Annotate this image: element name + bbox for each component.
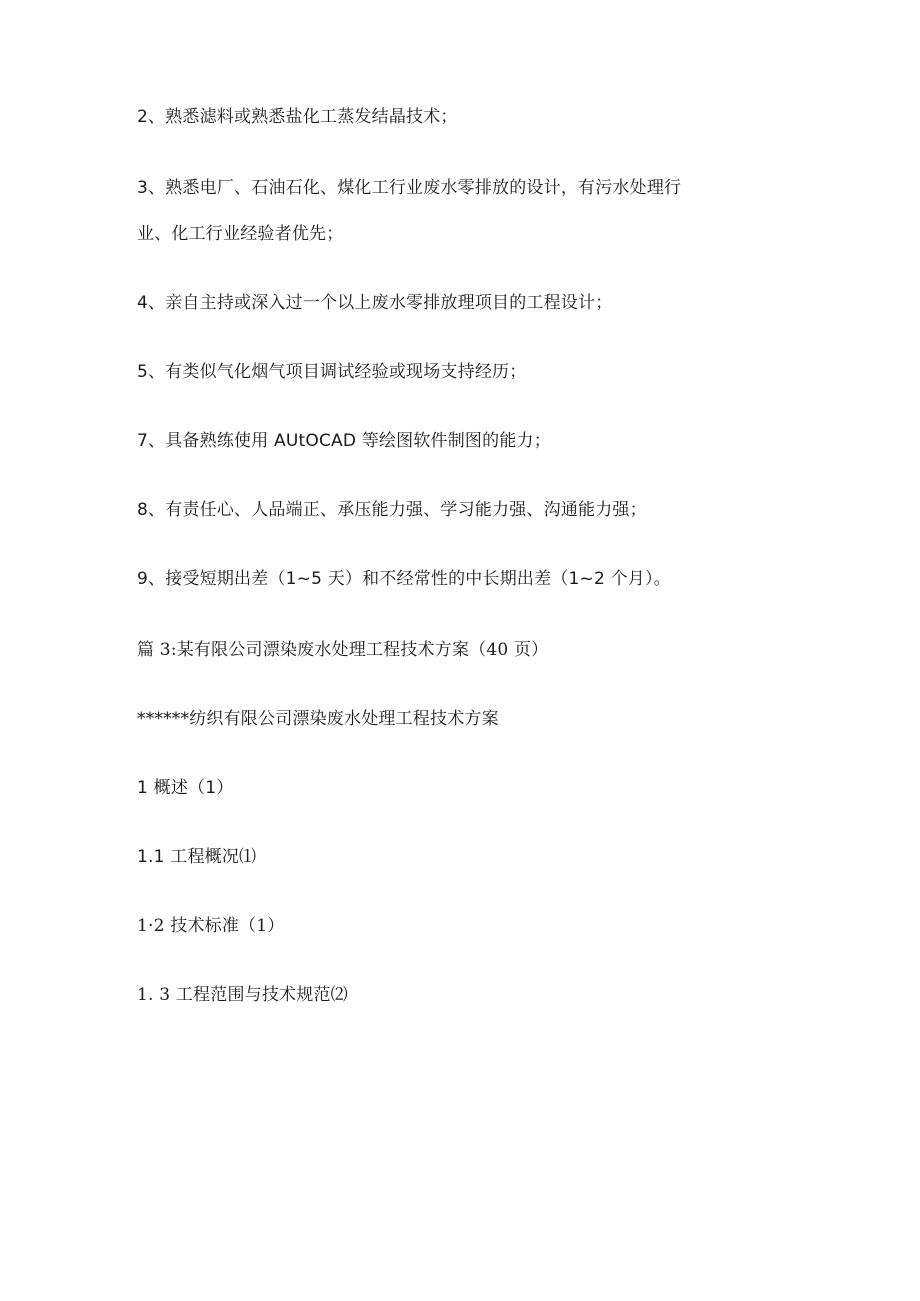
requirement-3: 3、熟悉电厂、石油石化、煤化工行业废水零排放的设计，有污水处理行 xyxy=(137,178,682,198)
requirement-4: 4、亲自主持或深入过一个以上废水零排放理项目的工程设计； xyxy=(137,293,613,313)
requirement-8: 8、有责任心、人品端正、承压能力强、学习能力强、沟通能力强； xyxy=(137,500,647,520)
toc-item-1-3: 1. 3 工程范围与技术规范⑵ xyxy=(137,985,348,1005)
toc-item-1-1: 1.1 工程概况⑴ xyxy=(137,847,257,867)
requirement-2: 2、熟悉滤料或熟悉盐化工蒸发结晶技术； xyxy=(137,107,458,127)
toc-item-1: 1 概述（1） xyxy=(137,778,234,798)
document-title: ******纺织有限公司漂染废水处理工程技术方案 xyxy=(137,709,499,729)
toc-item-1-2: 1·2 技术标准（1） xyxy=(137,916,285,936)
section-heading-3: 篇 3:某有限公司漂染废水处理工程技术方案（40 页） xyxy=(137,640,549,660)
requirement-5: 5、有类似气化烟气项目调试经验或现场支持经历； xyxy=(137,362,527,382)
requirement-7: 7、具备熟练使用 AUtOCAD 等绘图软件制图的能力； xyxy=(137,431,551,451)
requirement-9: 9、接受短期出差（1~5 天）和不经常性的中长期出差（1~2 个月）。 xyxy=(137,569,671,589)
requirement-3-continued: 业、化工行业经验者优先； xyxy=(137,224,344,244)
